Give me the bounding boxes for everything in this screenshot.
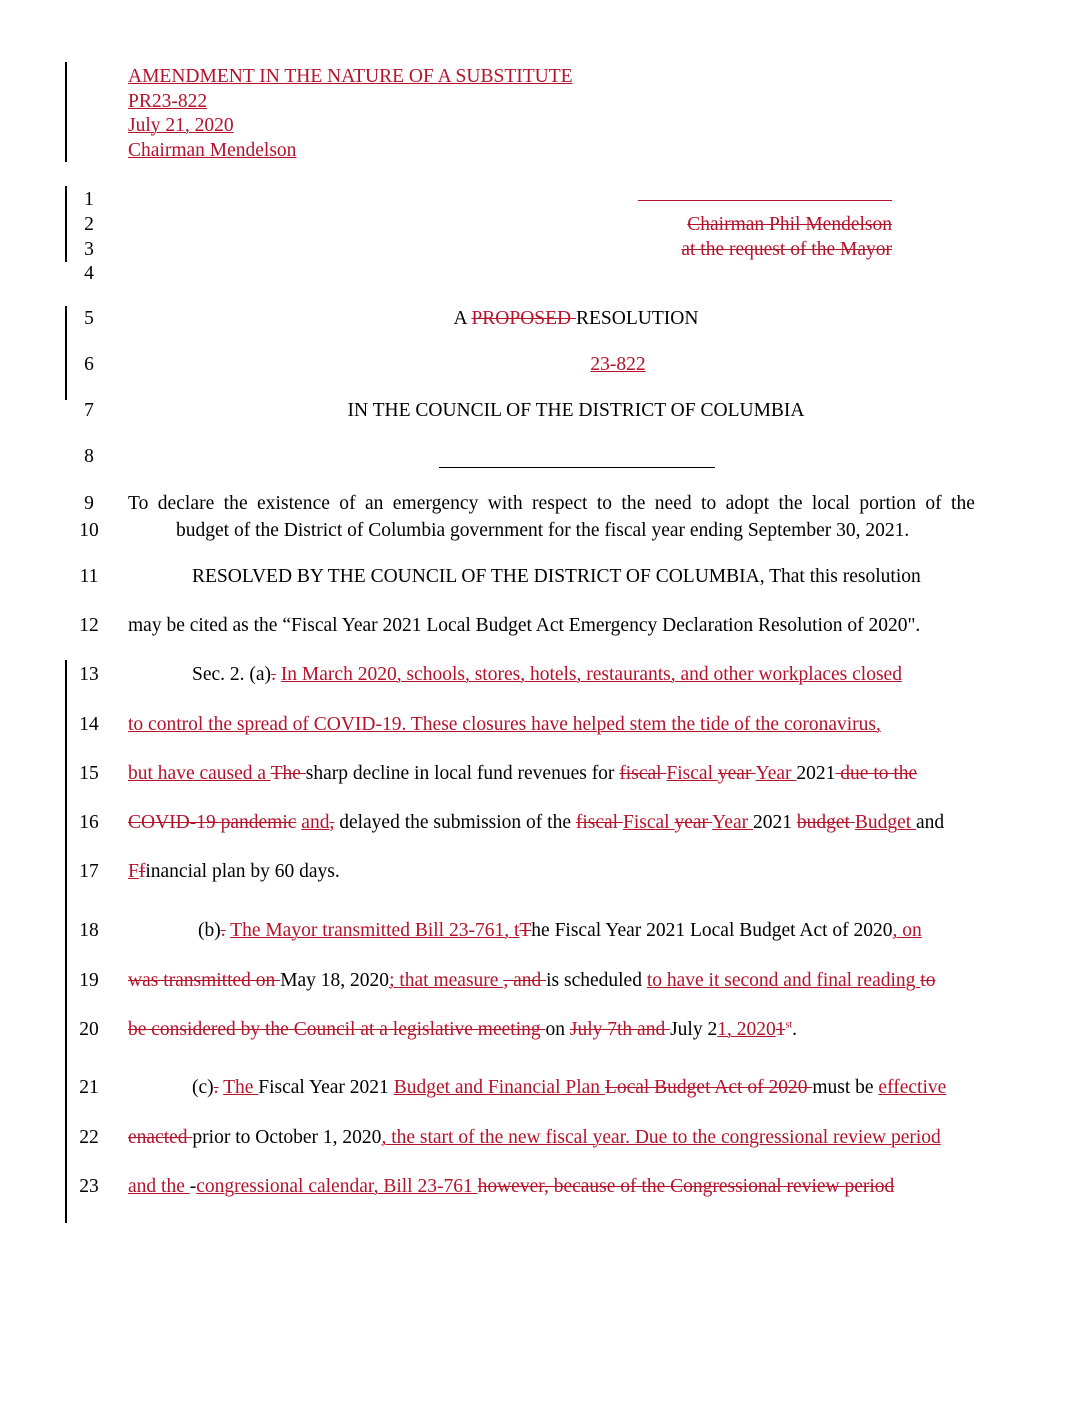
text-run: - (189, 1176, 197, 1197)
line-number: 14 (79, 714, 99, 735)
amendment-number: PR23-822 (128, 90, 208, 112)
deleted-text: , (329, 812, 335, 833)
resolved-line-12: may be cited as the “Fiscal Year 2021 Local Budget Act Emergency Declaration Resolution of 2020". (128, 615, 921, 636)
inserted-text: Budget (854, 812, 917, 833)
section-line-20 (128, 1019, 797, 1041)
deleted-text: , and (503, 970, 547, 991)
line-number: 18 (79, 920, 99, 941)
inserted-text: , the start of the new fiscal year. Due to the congressional review period (381, 1127, 941, 1148)
line-number: 11 (79, 566, 99, 587)
section-line-15 (128, 763, 917, 785)
text-run: (c) (192, 1077, 214, 1098)
text-run: (b) (198, 920, 221, 941)
line-number: 9 (84, 493, 94, 514)
deleted-text: The (270, 763, 306, 784)
inserted-text: F (128, 861, 139, 882)
section-line-21 (192, 1077, 946, 1099)
amendment-header (128, 65, 573, 163)
resolution-number-line (128, 354, 1024, 376)
change-bar (65, 186, 67, 262)
section-line-19 (128, 970, 935, 992)
change-bar (65, 306, 67, 400)
section-line-23 (128, 1176, 894, 1198)
inserted-text: effective (878, 1077, 947, 1098)
amendment-title: AMENDMENT IN THE NATURE OF A SUBSTITUTE (128, 66, 573, 87)
amendment-author: Chairman Mendelson (128, 139, 297, 161)
council-heading: IN THE COUNCIL OF THE DISTRICT OF COLUMBIA (347, 400, 805, 421)
line-number: 7 (84, 400, 94, 421)
line-number: 15 (79, 763, 99, 784)
deleted-text: budget (796, 812, 855, 833)
deleted-text: however, because of the Congressional review period (477, 1176, 895, 1197)
section-line-14 (128, 714, 881, 736)
inserted-text: Year (755, 763, 797, 784)
text-run: May 18, 2020 (280, 970, 390, 991)
sponsor-request: at the request of the Mayor (681, 239, 892, 260)
inserted-text: 1, 2020 (717, 1019, 776, 1040)
section-line-18 (198, 920, 922, 942)
text-run: . (792, 1019, 798, 1040)
text-run: 2021 (796, 763, 836, 784)
inserted-text: and (301, 812, 330, 833)
deleted-text: enacted (128, 1127, 193, 1148)
deleted-text: due to the (835, 763, 918, 784)
deleted-text: year (717, 763, 756, 784)
line-number: 21 (79, 1077, 99, 1098)
inserted-text: to have it second and final reading (646, 970, 921, 991)
line-number: 8 (84, 446, 94, 467)
change-bar (65, 62, 67, 162)
line-number: 23 (79, 1176, 99, 1197)
inserted-text: ; that measure (389, 970, 504, 991)
text-run: inancial plan by 60 days. (145, 861, 340, 882)
text-run: 2021 (752, 812, 797, 833)
text-run: st (785, 1019, 793, 1031)
line-number: 13 (79, 664, 99, 685)
line-number: 20 (79, 1019, 99, 1040)
text-run: delayed the submission of the (334, 812, 576, 833)
purpose-line-9: To declare the existence of an emergency with respect to the need to adopt the local portion of the (128, 493, 975, 514)
text-run: sharp decline in local fund revenues for (305, 763, 620, 784)
line-number: 17 (79, 861, 99, 882)
inserted-text: Budget and Financial Plan (393, 1077, 605, 1098)
deleted-text: . (220, 920, 226, 941)
deleted-text: July 7th and (569, 1019, 671, 1040)
line-number: 4 (84, 263, 94, 284)
line-number: 10 (79, 520, 99, 541)
text-run: on (545, 1019, 570, 1040)
purpose-line-10: budget of the District of Columbia government for the fiscal year ending September 30, 2021. (176, 520, 910, 541)
inserted-text: to control the spread of COVID-19. These closures have helped stem the tide of the coronavirus, (128, 714, 881, 735)
line-number: 16 (79, 812, 99, 833)
text-run: Sec. 2. (a) (192, 664, 272, 685)
resolution-number: 23-822 (590, 354, 646, 375)
line-number: 19 (79, 970, 99, 991)
inserted-text: , on (892, 920, 922, 941)
line-number: 6 (84, 354, 94, 375)
line-number: 1 (84, 189, 94, 210)
section-line-16 (128, 812, 944, 834)
text-run: and (916, 812, 945, 833)
deleted-text: fiscal (575, 812, 623, 833)
text-run: is scheduled (546, 970, 647, 991)
title-rule (439, 467, 715, 468)
line-number: 22 (79, 1127, 99, 1148)
signature-rule (638, 200, 892, 201)
text-run: he Fiscal Year 2021 Local Budget Act of 2020 (531, 920, 893, 941)
heading-resolution: RESOLUTION (576, 308, 699, 329)
deleted-text: . (213, 1077, 219, 1098)
line-number: 3 (84, 239, 94, 260)
deleted-text: f (138, 861, 146, 882)
deleted-text: be considered by the Council at a legislative meeting (128, 1019, 546, 1040)
resolution-heading (128, 308, 1024, 330)
inserted-text: Year (712, 812, 753, 833)
change-bar (65, 660, 67, 1223)
text-run: prior to October 1, 2020 (192, 1127, 382, 1148)
line-number: 2 (84, 214, 94, 235)
inserted-text: Fiscal (622, 812, 675, 833)
inserted-text: and the (128, 1176, 190, 1197)
deleted-text: fiscal (619, 763, 667, 784)
amendment-date: July 21, 2020 (128, 115, 234, 136)
resolved-line-11: RESOLVED BY THE COUNCIL OF THE DISTRICT OF COLUMBIA, That this resolution (192, 566, 921, 587)
line-number: 12 (79, 615, 99, 636)
inserted-text: The (223, 1077, 259, 1098)
inserted-text: The Mayor transmitted Bill 23-761, t (230, 920, 520, 941)
deleted-text: T (519, 920, 532, 941)
deleted-text: to (920, 970, 936, 991)
inserted-text: Fiscal (666, 763, 718, 784)
deleted-text: 1 (775, 1019, 786, 1040)
deleted-text: COVID-19 pandemic (128, 812, 297, 833)
heading-proposed: PROPOSED (471, 308, 577, 329)
section-line-17 (128, 861, 340, 883)
text-run: July 2 (670, 1019, 718, 1040)
deleted-text: Local Budget Act of 2020 (604, 1077, 813, 1098)
deleted-text: year (674, 812, 713, 833)
sponsor-name: Chairman Phil Mendelson (687, 214, 892, 235)
line-number: 5 (84, 308, 94, 329)
inserted-text: but have caused a (128, 763, 271, 784)
heading-article: A (453, 308, 472, 329)
text-run: Fiscal Year 2021 (258, 1077, 394, 1098)
section-line-13 (192, 664, 902, 686)
inserted-text: In March 2020, schools, stores, hotels, restaurants, and other workplaces closed (280, 664, 902, 685)
inserted-text: congressional calendar, Bill 23-761 (196, 1176, 478, 1197)
text-run: must be (812, 1077, 879, 1098)
section-line-22 (128, 1127, 941, 1149)
deleted-text: . (271, 664, 276, 685)
deleted-text: was transmitted on (128, 970, 281, 991)
